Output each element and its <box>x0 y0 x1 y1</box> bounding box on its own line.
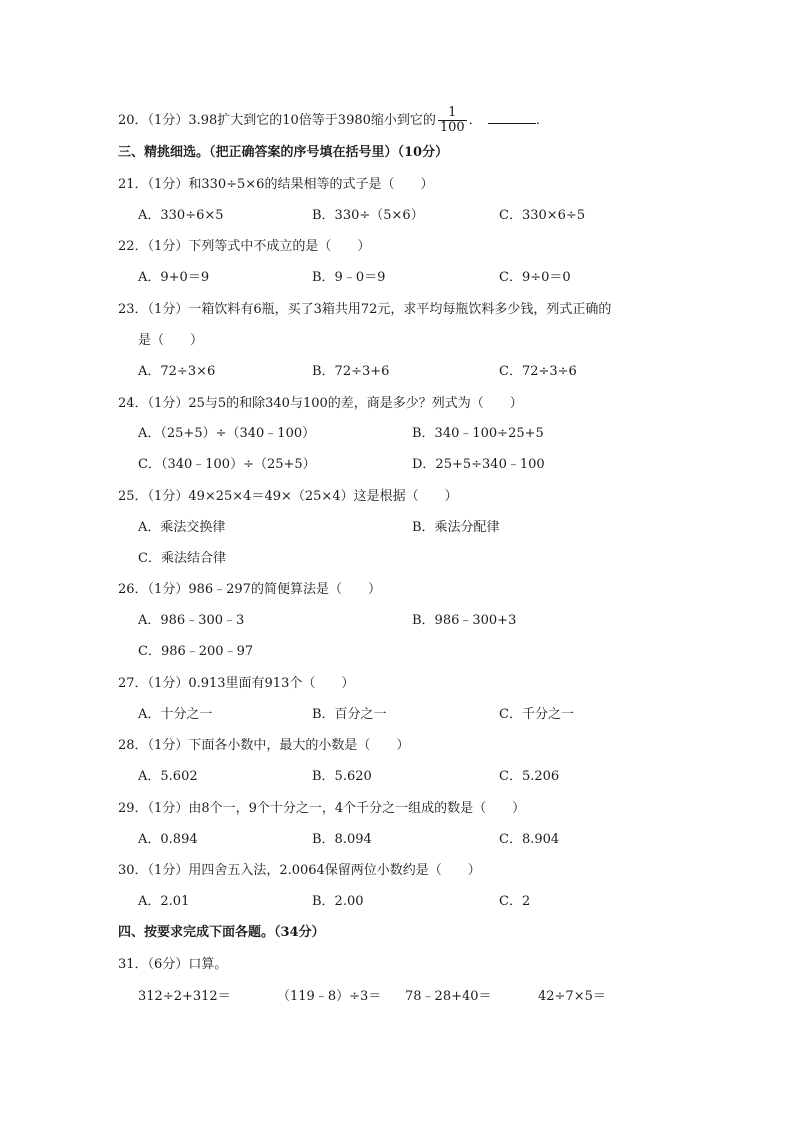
q24-option-b[interactable]: B．340﹣100÷25+5 <box>412 426 544 441</box>
question-28: 28．（1分）下面各小数中，最大的小数是（ ） <box>118 738 410 753</box>
question-24: 24．（1分）25与5的和除340与100的差，商是多少？列式为（ ） <box>118 396 523 411</box>
q30-option-a[interactable]: A．2.01 <box>138 894 190 909</box>
q26-option-c[interactable]: C．986﹣200﹣97 <box>138 644 254 659</box>
q27-option-a[interactable]: A．十分之一 <box>138 707 213 722</box>
fraction-1-100 <box>438 106 467 135</box>
q26-option-a[interactable]: A．986﹣300﹣3 <box>138 613 245 628</box>
q27-option-c[interactable]: C．千分之一 <box>499 707 574 722</box>
q22-option-a[interactable]: A．9+0＝9 <box>138 270 210 285</box>
question-27: 27．（1分）0.913里面有913个（ ） <box>118 676 355 691</box>
question-21: 21．（1分）和330÷5×6的结果相等的式子是（ ） <box>118 177 434 192</box>
q21-option-c[interactable]: C．330×6÷5 <box>499 208 586 223</box>
q24-option-d[interactable]: D．25+5÷340﹣100 <box>412 457 545 472</box>
q28-option-b[interactable]: B．5.620 <box>312 769 372 784</box>
mental-calc-4: 42÷7×5＝ <box>538 989 606 1004</box>
q23-option-b[interactable]: B．72÷3+6 <box>312 364 390 379</box>
section-4-heading: 四、按要求完成下面各题。（34分） <box>118 925 325 940</box>
question-30: 30．（1分）用四舍五入法，2.0064保留两位小数约是（ ） <box>118 863 481 878</box>
q28-option-a[interactable]: A．5.602 <box>138 769 198 784</box>
section-3-heading: 三、精挑细选。（把正确答案的序号填在括号里）（10分） <box>118 145 449 160</box>
q22-option-c[interactable]: C．9÷0＝0 <box>499 270 571 285</box>
q25-option-b[interactable]: B．乘法分配律 <box>412 520 500 535</box>
question-29: 29．（1分）由8个一，9个十分之一，4个千分之一组成的数是（ ） <box>118 801 526 816</box>
question-20-text: 20．（1分）3.98扩大到它的10倍等于3980缩小到它的 <box>118 113 436 128</box>
mental-calc-1: 312÷2+312＝ <box>138 989 231 1004</box>
question-23: 23．（1分）一箱饮料有6瓶，买了3箱共用72元，求平均每瓶饮料多少钱，列式正确的 <box>118 302 612 317</box>
answer-blank-20[interactable] <box>488 111 536 124</box>
q22-option-b[interactable]: B．9﹣0＝9 <box>312 270 386 285</box>
mental-calc-2: （119﹣8）÷3＝ <box>277 989 382 1004</box>
q24-option-a[interactable]: A．（25+5）÷（340﹣100） <box>138 426 316 441</box>
q29-option-b[interactable]: B．8.094 <box>312 832 372 847</box>
mental-calc-3: 78﹣28+40＝ <box>405 989 492 1004</box>
q23-option-c[interactable]: C．72÷3÷6 <box>499 364 577 379</box>
question-23-cont: 是（ ） <box>138 333 204 348</box>
question-25: 25．（1分）49×25×4＝49×（25×4）这是根据（ ） <box>118 489 458 504</box>
question-20-tail: ． <box>468 113 482 128</box>
q23-option-a[interactable]: A．72÷3×6 <box>138 364 216 379</box>
q25-option-a[interactable]: A．乘法交换律 <box>138 520 226 535</box>
fraction-numerator: 1 <box>438 106 467 121</box>
q24-option-c[interactable]: C．（340﹣100）÷（25+5） <box>138 457 316 472</box>
question-31: 31．（6分）口算。 <box>118 957 228 972</box>
question-26: 26．（1分）986﹣297的简便算法是（ ） <box>118 582 381 597</box>
q21-option-b[interactable]: B．330÷（5×6） <box>312 208 424 223</box>
q28-option-c[interactable]: C．5.206 <box>499 769 560 784</box>
q26-option-b[interactable]: B．986﹣300+3 <box>412 613 517 628</box>
question-22: 22．（1分）下列等式中不成立的是（ ） <box>118 239 371 254</box>
q29-option-c[interactable]: C．8.904 <box>499 832 560 847</box>
q30-option-b[interactable]: B．2.00 <box>312 894 364 909</box>
q27-option-b[interactable]: B．百分之一 <box>312 707 387 722</box>
q21-option-a[interactable]: A．330÷6×5 <box>138 208 224 223</box>
q30-option-c[interactable]: C．2 <box>499 894 531 909</box>
fraction-denominator: 100 <box>439 120 465 135</box>
q29-option-a[interactable]: A．0.894 <box>138 832 198 847</box>
q25-option-c[interactable]: C．乘法结合律 <box>138 551 226 566</box>
question-20 <box>118 106 540 135</box>
question-20-end: . <box>535 113 540 128</box>
